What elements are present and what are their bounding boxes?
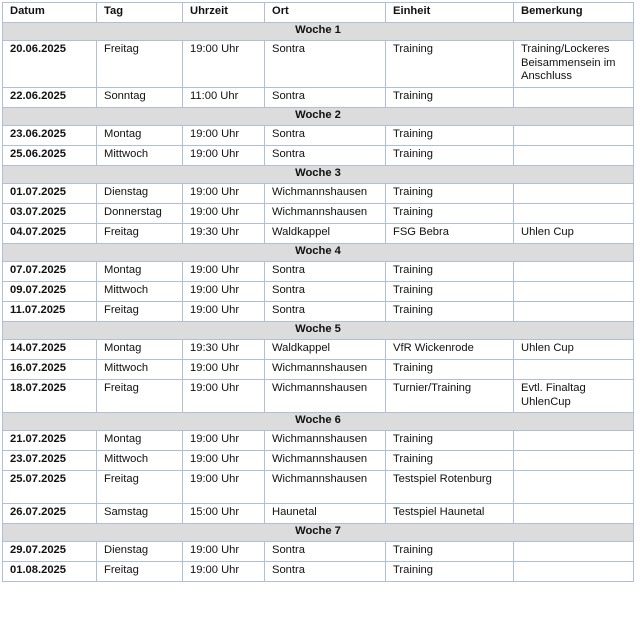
date-cell: 18.07.2025 [3,380,97,413]
location-cell: Sontra [265,542,386,562]
week-header-row [3,166,634,184]
location-cell: Sontra [265,126,386,146]
table-row [3,41,634,88]
table-row [3,340,634,360]
date-cell: 14.07.2025 [3,340,97,360]
time-cell: 19:00 Uhr [183,184,265,204]
unit-cell: Training [386,542,514,562]
day-cell: Mittwoch [97,360,183,380]
remark-cell [514,184,634,204]
unit-cell: Training [386,282,514,302]
table-row [3,88,634,108]
date-cell: 11.07.2025 [3,302,97,322]
week-label: Woche 3 [3,166,634,184]
location-cell: Sontra [265,282,386,302]
time-cell: 19:00 Uhr [183,542,265,562]
location-cell: Wichmannshausen [265,451,386,471]
time-cell: 19:00 Uhr [183,41,265,88]
week-label: Woche 5 [3,322,634,340]
time-cell: 19:00 Uhr [183,380,265,413]
table-row [3,471,634,504]
day-cell: Freitag [97,562,183,582]
week-label: Woche 7 [3,524,634,542]
time-cell: 19:00 Uhr [183,471,265,504]
table-row [3,184,634,204]
time-cell: 19:00 Uhr [183,431,265,451]
time-cell: 11:00 Uhr [183,88,265,108]
time-cell: 19:00 Uhr [183,204,265,224]
header-row [3,3,634,23]
date-cell: 22.06.2025 [3,88,97,108]
table-row [3,126,634,146]
week-header-row [3,413,634,431]
location-cell: Haunetal [265,504,386,524]
week-label: Woche 2 [3,108,634,126]
date-cell: 07.07.2025 [3,262,97,282]
location-cell: Sontra [265,146,386,166]
remark-cell [514,451,634,471]
week-header-row [3,322,634,340]
time-cell: 19:00 Uhr [183,282,265,302]
date-cell: 29.07.2025 [3,542,97,562]
week-label: Woche 6 [3,413,634,431]
table-row [3,562,634,582]
unit-cell: Training [386,88,514,108]
remark-cell [514,504,634,524]
date-cell: 16.07.2025 [3,360,97,380]
table-row [3,451,634,471]
remark-cell: Evtl. Finaltag UhlenCup [514,380,634,413]
location-cell: Sontra [265,88,386,108]
day-cell: Freitag [97,302,183,322]
day-cell: Mittwoch [97,282,183,302]
unit-cell: Training [386,302,514,322]
time-cell: 19:00 Uhr [183,360,265,380]
date-cell: 21.07.2025 [3,431,97,451]
day-cell: Freitag [97,471,183,504]
table-row [3,504,634,524]
date-cell: 09.07.2025 [3,282,97,302]
day-cell: Freitag [97,41,183,88]
location-cell: Sontra [265,262,386,282]
table-row [3,380,634,413]
table-row [3,204,634,224]
location-cell: Wichmannshausen [265,471,386,504]
remark-cell [514,126,634,146]
date-cell: 01.07.2025 [3,184,97,204]
remark-cell [514,302,634,322]
remark-cell [514,431,634,451]
day-cell: Mittwoch [97,451,183,471]
location-cell: Wichmannshausen [265,380,386,413]
date-cell: 23.07.2025 [3,451,97,471]
location-cell: Wichmannshausen [265,431,386,451]
remark-cell [514,471,634,504]
remark-cell [514,262,634,282]
table-row [3,302,634,322]
day-cell: Montag [97,340,183,360]
table-row [3,542,634,562]
time-cell: 19:30 Uhr [183,340,265,360]
time-cell: 19:00 Uhr [183,126,265,146]
date-cell: 20.06.2025 [3,41,97,88]
location-cell: Sontra [265,302,386,322]
time-cell: 19:30 Uhr [183,224,265,244]
day-cell: Sonntag [97,88,183,108]
location-cell: Sontra [265,41,386,88]
remark-cell: Uhlen Cup [514,224,634,244]
day-cell: Montag [97,126,183,146]
remark-cell [514,562,634,582]
time-cell: 19:00 Uhr [183,562,265,582]
time-cell: 19:00 Uhr [183,451,265,471]
day-cell: Freitag [97,224,183,244]
time-cell: 19:00 Uhr [183,262,265,282]
week-header-row [3,524,634,542]
remark-cell [514,282,634,302]
table-row [3,431,634,451]
table-row [3,262,634,282]
header-tag: Tag [97,3,183,23]
week-header-row [3,23,634,41]
day-cell: Donnerstag [97,204,183,224]
location-cell: Wichmannshausen [265,204,386,224]
location-cell: Waldkappel [265,224,386,244]
location-cell: Wichmannshausen [265,360,386,380]
table-row [3,360,634,380]
time-cell: 15:00 Uhr [183,504,265,524]
remark-cell [514,146,634,166]
date-cell: 01.08.2025 [3,562,97,582]
day-cell: Samstag [97,504,183,524]
week-header-row [3,244,634,262]
date-cell: 03.07.2025 [3,204,97,224]
unit-cell: Training [386,41,514,88]
day-cell: Dienstag [97,542,183,562]
date-cell: 25.07.2025 [3,471,97,504]
unit-cell: VfR Wickenrode [386,340,514,360]
week-header-row [3,108,634,126]
remark-cell: Uhlen Cup [514,340,634,360]
schedule-body [3,23,634,582]
location-cell: Sontra [265,562,386,582]
table-row [3,146,634,166]
unit-cell: Training [386,262,514,282]
header-bemerkung: Bemerkung [514,3,634,23]
remark-cell: Training/Lockeres Beisammensein im Anschluss [514,41,634,88]
date-cell: 26.07.2025 [3,504,97,524]
unit-cell: Training [386,562,514,582]
unit-cell: Turnier/Training [386,380,514,413]
unit-cell: Training [386,204,514,224]
time-cell: 19:00 Uhr [183,146,265,166]
day-cell: Mittwoch [97,146,183,166]
header-datum: Datum [3,3,97,23]
table-row [3,282,634,302]
header-einheit: Einheit [386,3,514,23]
day-cell: Montag [97,262,183,282]
unit-cell: Training [386,184,514,204]
training-schedule-table [2,2,634,582]
unit-cell: Training [386,146,514,166]
location-cell: Waldkappel [265,340,386,360]
remark-cell [514,88,634,108]
time-cell: 19:00 Uhr [183,302,265,322]
unit-cell: Training [386,360,514,380]
remark-cell [514,542,634,562]
day-cell: Montag [97,431,183,451]
unit-cell: Testspiel Haunetal [386,504,514,524]
table-row [3,224,634,244]
unit-cell: Training [386,126,514,146]
unit-cell: Training [386,431,514,451]
day-cell: Dienstag [97,184,183,204]
remark-cell [514,204,634,224]
unit-cell: Training [386,451,514,471]
header-ort: Ort [265,3,386,23]
week-label: Woche 4 [3,244,634,262]
date-cell: 25.06.2025 [3,146,97,166]
week-label: Woche 1 [3,23,634,41]
day-cell: Freitag [97,380,183,413]
date-cell: 23.06.2025 [3,126,97,146]
header-uhrzeit: Uhrzeit [183,3,265,23]
unit-cell: Testspiel Rotenburg [386,471,514,504]
remark-cell [514,360,634,380]
location-cell: Wichmannshausen [265,184,386,204]
date-cell: 04.07.2025 [3,224,97,244]
unit-cell: FSG Bebra [386,224,514,244]
